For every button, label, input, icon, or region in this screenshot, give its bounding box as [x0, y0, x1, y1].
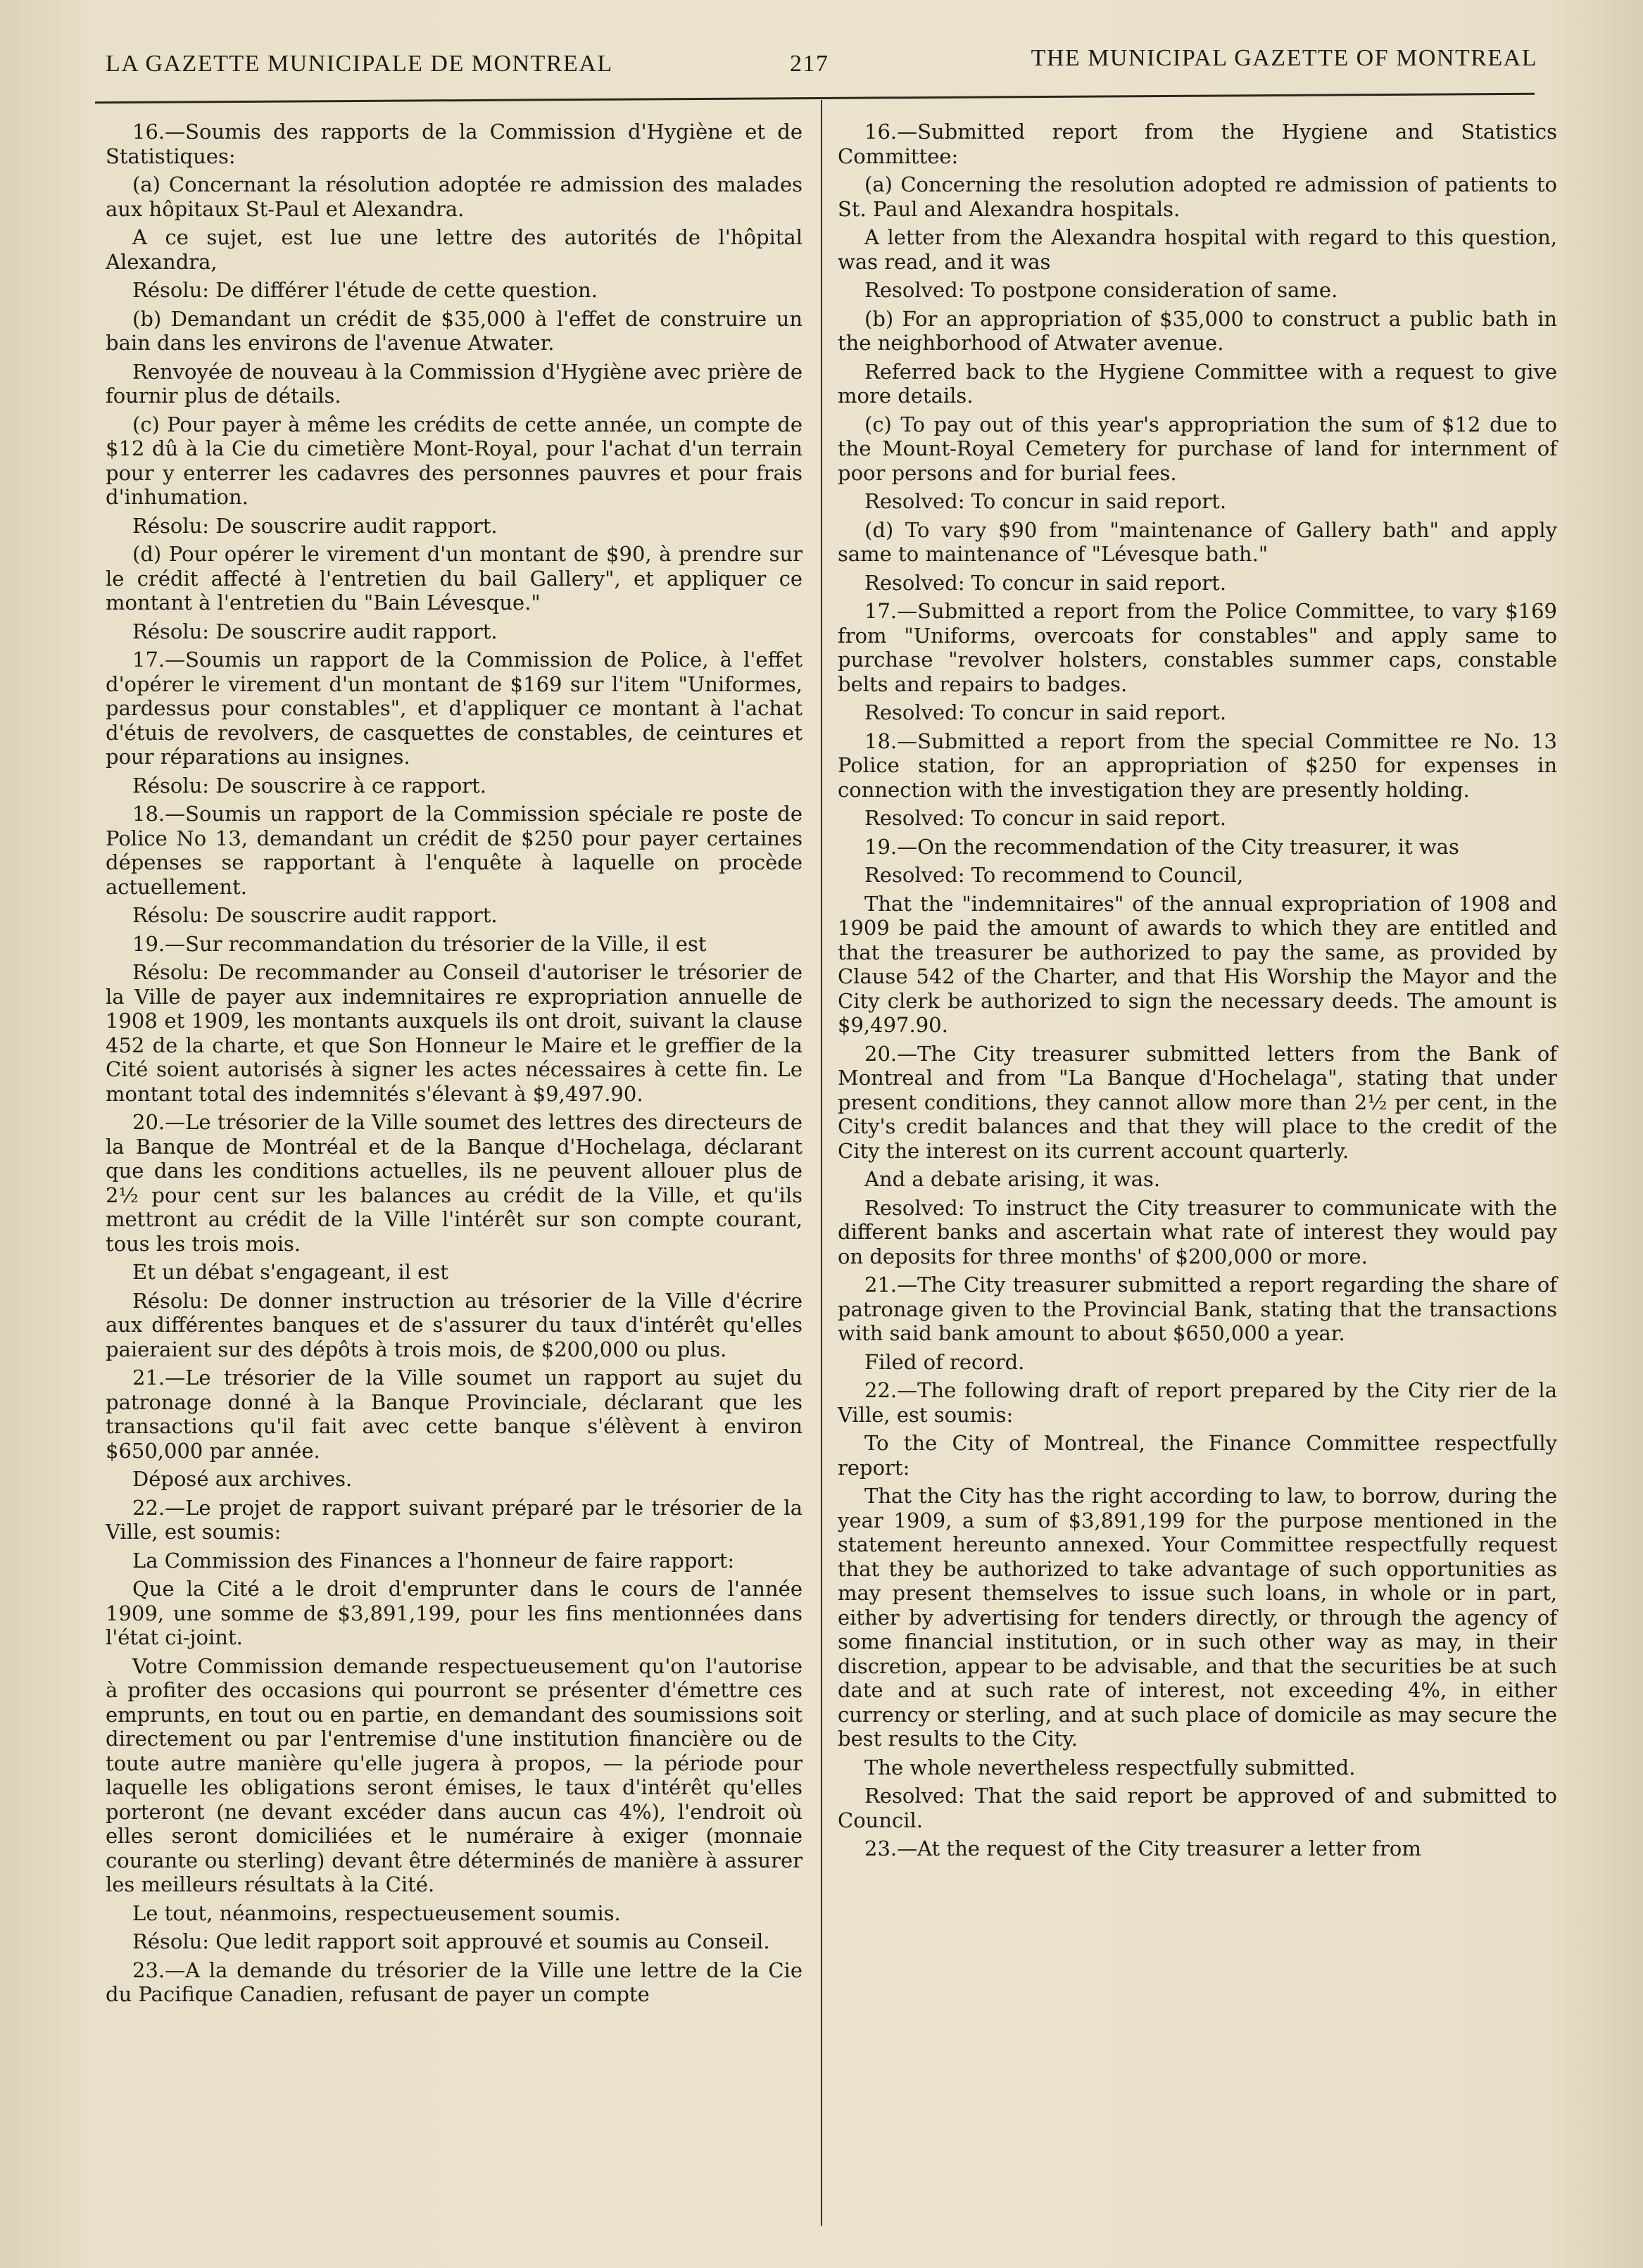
column-divider: [821, 100, 822, 2226]
paragraph: Resolved: That the said report be approved of and submitted to Council.: [838, 1784, 1557, 1832]
paragraph: La Commission des Finances a l'honneur de faire rapport:: [132, 1548, 735, 1573]
paragraph: Votre Commission demande respectueusement qu'on l'autorise à profiter des occasions qui pourront se présenter d'émettre ces emprunts, en tout ou en partie, en demandant des soumissions soit directement ou par l'entremise d'une institution financière ou de toute autre manière qu'elle jugera à propos, — la période pour laquelle les obligations seront émises, le taux d'intérêt qu'elles porteront (ne devant excéder dans aucun cas 4%), l'endroit où elles seront domiciliées et le numéraire à exiger (monnaie courante ou sterling) devant être déterminés de manière à assurer les meilleurs résultats à la Cité.: [106, 1653, 802, 1896]
page-number: 217: [790, 51, 829, 77]
paragraph: Résolu: Que ledit rapport soit approuvé et soumis au Conseil.: [132, 1929, 770, 1953]
paragraph: 18.—Soumis un rapport de la Commission spéciale re poste de Police No 13, demandant un crédit de $250 pour payer certaines dépenses se rapportant à l'enquête à laquelle on procède actuellement.: [106, 802, 802, 899]
paragraph: 16.—Soumis des rapports de la Commission d'Hygiène et de Statistiques:: [106, 120, 802, 168]
paragraph: (a) Concerning the resolution adopted re admission of patients to St. Paul and Alexandra hospitals.: [838, 172, 1557, 221]
paragraph: To the City of Montreal, the Finance Committee respectfully report:: [838, 1431, 1557, 1480]
paragraph: Que la Cité a le droit d'emprunter dans le cours de l'année 1909, une somme de $3,891,199, pour les fins mentionnées dans l'état ci-joint.: [106, 1577, 802, 1649]
paragraph: 20.—The City treasurer submitted letters from the Bank of Montreal and from "La Banque d'Hochelaga", stating that under present conditions, they cannot allow more than 2½ per cent, in the City's credit balances and that they will place to the credit of the City the interest on its current account quarterly.: [838, 1041, 1557, 1163]
paragraph: That the "indemnitaires" of the annual expropriation of 1908 and 1909 be paid the amount of awards to which they are entitled and that the treasurer be authorized to pay the same, as provided by Clause 542 of the Charter, and that His Worship the Mayor and the City clerk be authorized to sign the necessary deeds. The amount is $9,497.90.: [838, 891, 1557, 1037]
paragraph: The whole nevertheless respectfully submitted.: [864, 1755, 1356, 1779]
paragraph: 17.—Soumis un rapport de la Commission de Police, à l'effet d'opérer le virement d'un montant de $169 sur l'item "Uniformes, pardessus pour constables", et d'appliquer ce montant à l'achat d'étuis de revolvers, de casquettes de constables, de ceintures et pour réparations au insignes.: [106, 648, 802, 769]
paragraph: Résolu: De donner instruction au trésorier de la Ville d'écrire aux différentes banques et de s'assurer du taux d'intérêt qu'elles paieraient sur des dépôts à trois mois, de $200,000 ou plus.: [106, 1288, 802, 1361]
paragraph: Resolved: To concur in said report.: [864, 570, 1227, 595]
paragraph: Resolved: To postpone consideration of same.: [864, 278, 1338, 302]
paragraph: Renvoyée de nouveau à la Commission d'Hygiène avec prière de fournir plus de détails.: [106, 359, 802, 408]
paragraph: Resolved: To recommend to Council,: [864, 863, 1244, 887]
paragraph: (b) Demandant un crédit de $35,000 à l'effet de construire un bain dans les environs de l'avenue Atwater.: [106, 306, 802, 355]
paragraph: (c) To pay out of this year's appropriation the sum of $12 due to the Mount-Royal Cemetery for purchase of land for internment of poor persons and for burial fees.: [838, 412, 1557, 485]
paragraph: A ce sujet, est lue une lettre des autorités de l'hôpital Alexandra,: [106, 225, 802, 274]
paragraph: 21.—The City treasurer submitted a report regarding the share of patronage given to the Provincial Bank, stating that the transactions with said bank amount to about $650,000 a year.: [838, 1273, 1557, 1345]
paragraph: And a debate arising, it was.: [864, 1167, 1161, 1191]
paragraph: Referred back to the Hygiene Committee with a request to give more details.: [838, 359, 1557, 408]
paragraph: That the City has the right according to law, to borrow, during the year 1909, a sum of $3,891,199 for the purpose mentioned in the statement hereunto annexed. Your Committee respectfully request that they be authorized to take advantage of such opportunities as may present themselves to issue such loans, in whole or in part, either by advertising for tenders directly, or through the agency of some financial institution, or in such other way as may, in their discretion, appear to be advisable, and that the securities be at such date and at such rate of interest, not exceeding 4%, in either currency or sterling, and at such place of domicile as may secure the best results to the City.: [838, 1484, 1557, 1751]
english-column: [838, 120, 1557, 1865]
paragraph: Résolu: De souscrire audit rapport.: [132, 619, 498, 643]
header-title-english: THE MUNICIPAL GAZETTE OF MONTREAL: [1031, 45, 1537, 71]
paragraph: (d) To vary $90 from "maintenance of Gallery bath" and apply same to maintenance of "Lévesque bath.": [838, 517, 1557, 566]
paragraph: Et un débat s'engageant, il est: [132, 1260, 448, 1284]
paragraph: Filed of record.: [864, 1349, 1025, 1374]
paragraph: 18.—Submitted a report from the special Committee re No. 13 Police station, for an appropriation of $250 for expenses in connection with the investigation they are presently holding.: [838, 729, 1557, 802]
paragraph: 23.—At the request of the City treasurer a letter from: [864, 1837, 1421, 1860]
paragraph: 22.—The following draft of report prepared by the City rier de la Ville, est soumis:: [838, 1378, 1557, 1427]
paragraph: Resolved: To concur in said report.: [864, 700, 1227, 724]
paragraph: (b) For an appropriation of $35,000 to construct a public bath in the neighborhood of Atwater avenue.: [838, 306, 1557, 355]
paragraph: Déposé aux archives.: [132, 1467, 353, 1491]
paragraph: (a) Concernant la résolution adoptée re admission des malades aux hôpitaux St-Paul et Alexandra.: [106, 172, 802, 221]
running-head: [106, 45, 1537, 93]
paragraph: Resolved: To instruct the City treasurer to communicate with the different banks and ascertain what rate of interest they would pay on deposits for three months' of $200,000 or more.: [838, 1195, 1557, 1268]
paragraph: Resolved: To concur in said report.: [864, 806, 1227, 830]
paragraph: (c) Pour payer à même les crédits de cette année, un compte de $12 dû à la Cie du cimetière Mont-Royal, pour l'achat d'un terrain pour y enterrer les cadavres des personnes pauvres et pour frais d'inhumation.: [106, 412, 802, 509]
french-column: [106, 120, 802, 2011]
paragraph: Le tout, néanmoins, respectueusement soumis.: [132, 1901, 621, 1925]
paragraph: 20.—Le trésorier de la Ville soumet des lettres des directeurs de la Banque de Montréal et de la Banque d'Hochelaga, déclarant que dans les conditions actuelles, ils ne peuvent allouer plus de 2½ pour cent sur les balances au crédit de la Ville, et qu'ils mettront au crédit de la Ville l'intérêt sur son compte courant, tous les trois mois.: [106, 1110, 802, 1256]
paragraph: Resolved: To concur in said report.: [864, 489, 1227, 513]
paragraph: Résolu: De souscrire à ce rapport.: [132, 773, 487, 798]
paragraph: Résolu: De recommander au Conseil d'autoriser le trésorier de la Ville de payer aux indemnitaires re expropriation annuelle de 1908 et 1909, les montants auxquels ils ont droit, suivant la clause 452 de la charte, et que Son Honneur le Maire et le greffier de la Cité soient autorisés à signer les actes nécessaires à cette fin. Le montant total des indemnités s'élevant à $9,497.90.: [106, 960, 802, 1106]
header-rule: [95, 93, 1535, 103]
paragraph: (d) Pour opérer le virement d'un montant de $90, à prendre sur le crédit affecté à l'entretien du bail Gallery", et appliquer ce montant à l'entretien du "Bain Lévesque.": [106, 542, 802, 615]
paragraph: 19.—Sur recommandation du trésorier de la Ville, il est: [132, 931, 707, 956]
paragraph: 19.—On the recommendation of the City treasurer, it was: [864, 834, 1459, 859]
paragraph: Résolu: De souscrire audit rapport.: [132, 903, 498, 927]
paragraph: 22.—Le projet de rapport suivant préparé par le trésorier de la Ville, est soumis:: [106, 1495, 802, 1544]
paragraph: 21.—Le trésorier de la Ville soumet un rapport au sujet du patronage donné à la Banque Provinciale, déclarant que les transactions qu'il fait avec cette banque s'élèvent à environ $650,000 par année.: [106, 1366, 802, 1463]
paragraph: Résolu: De différer l'étude de cette question.: [132, 278, 598, 302]
paragraph: 23.—A la demande du trésorier de la Ville une lettre de la Cie du Pacifique Canadien, refusant de payer un compte: [106, 1958, 802, 2006]
header-title-french: LA GAZETTE MUNICIPALE DE MONTREAL: [106, 51, 613, 77]
paragraph: 17.—Submitted a report from the Police Committee, to vary $169 from "Uniforms, overcoats for constables" and apply same to purchase "revolver holsters, constables summer caps, constable belts and repairs to badges.: [838, 599, 1557, 696]
paragraph: Résolu: De souscrire audit rapport.: [132, 513, 498, 538]
paragraph: 16.—Submitted report from the Hygiene and Statistics Committee:: [838, 120, 1557, 168]
paragraph: A letter from the Alexandra hospital with regard to this question, was read, and it was: [838, 225, 1557, 274]
